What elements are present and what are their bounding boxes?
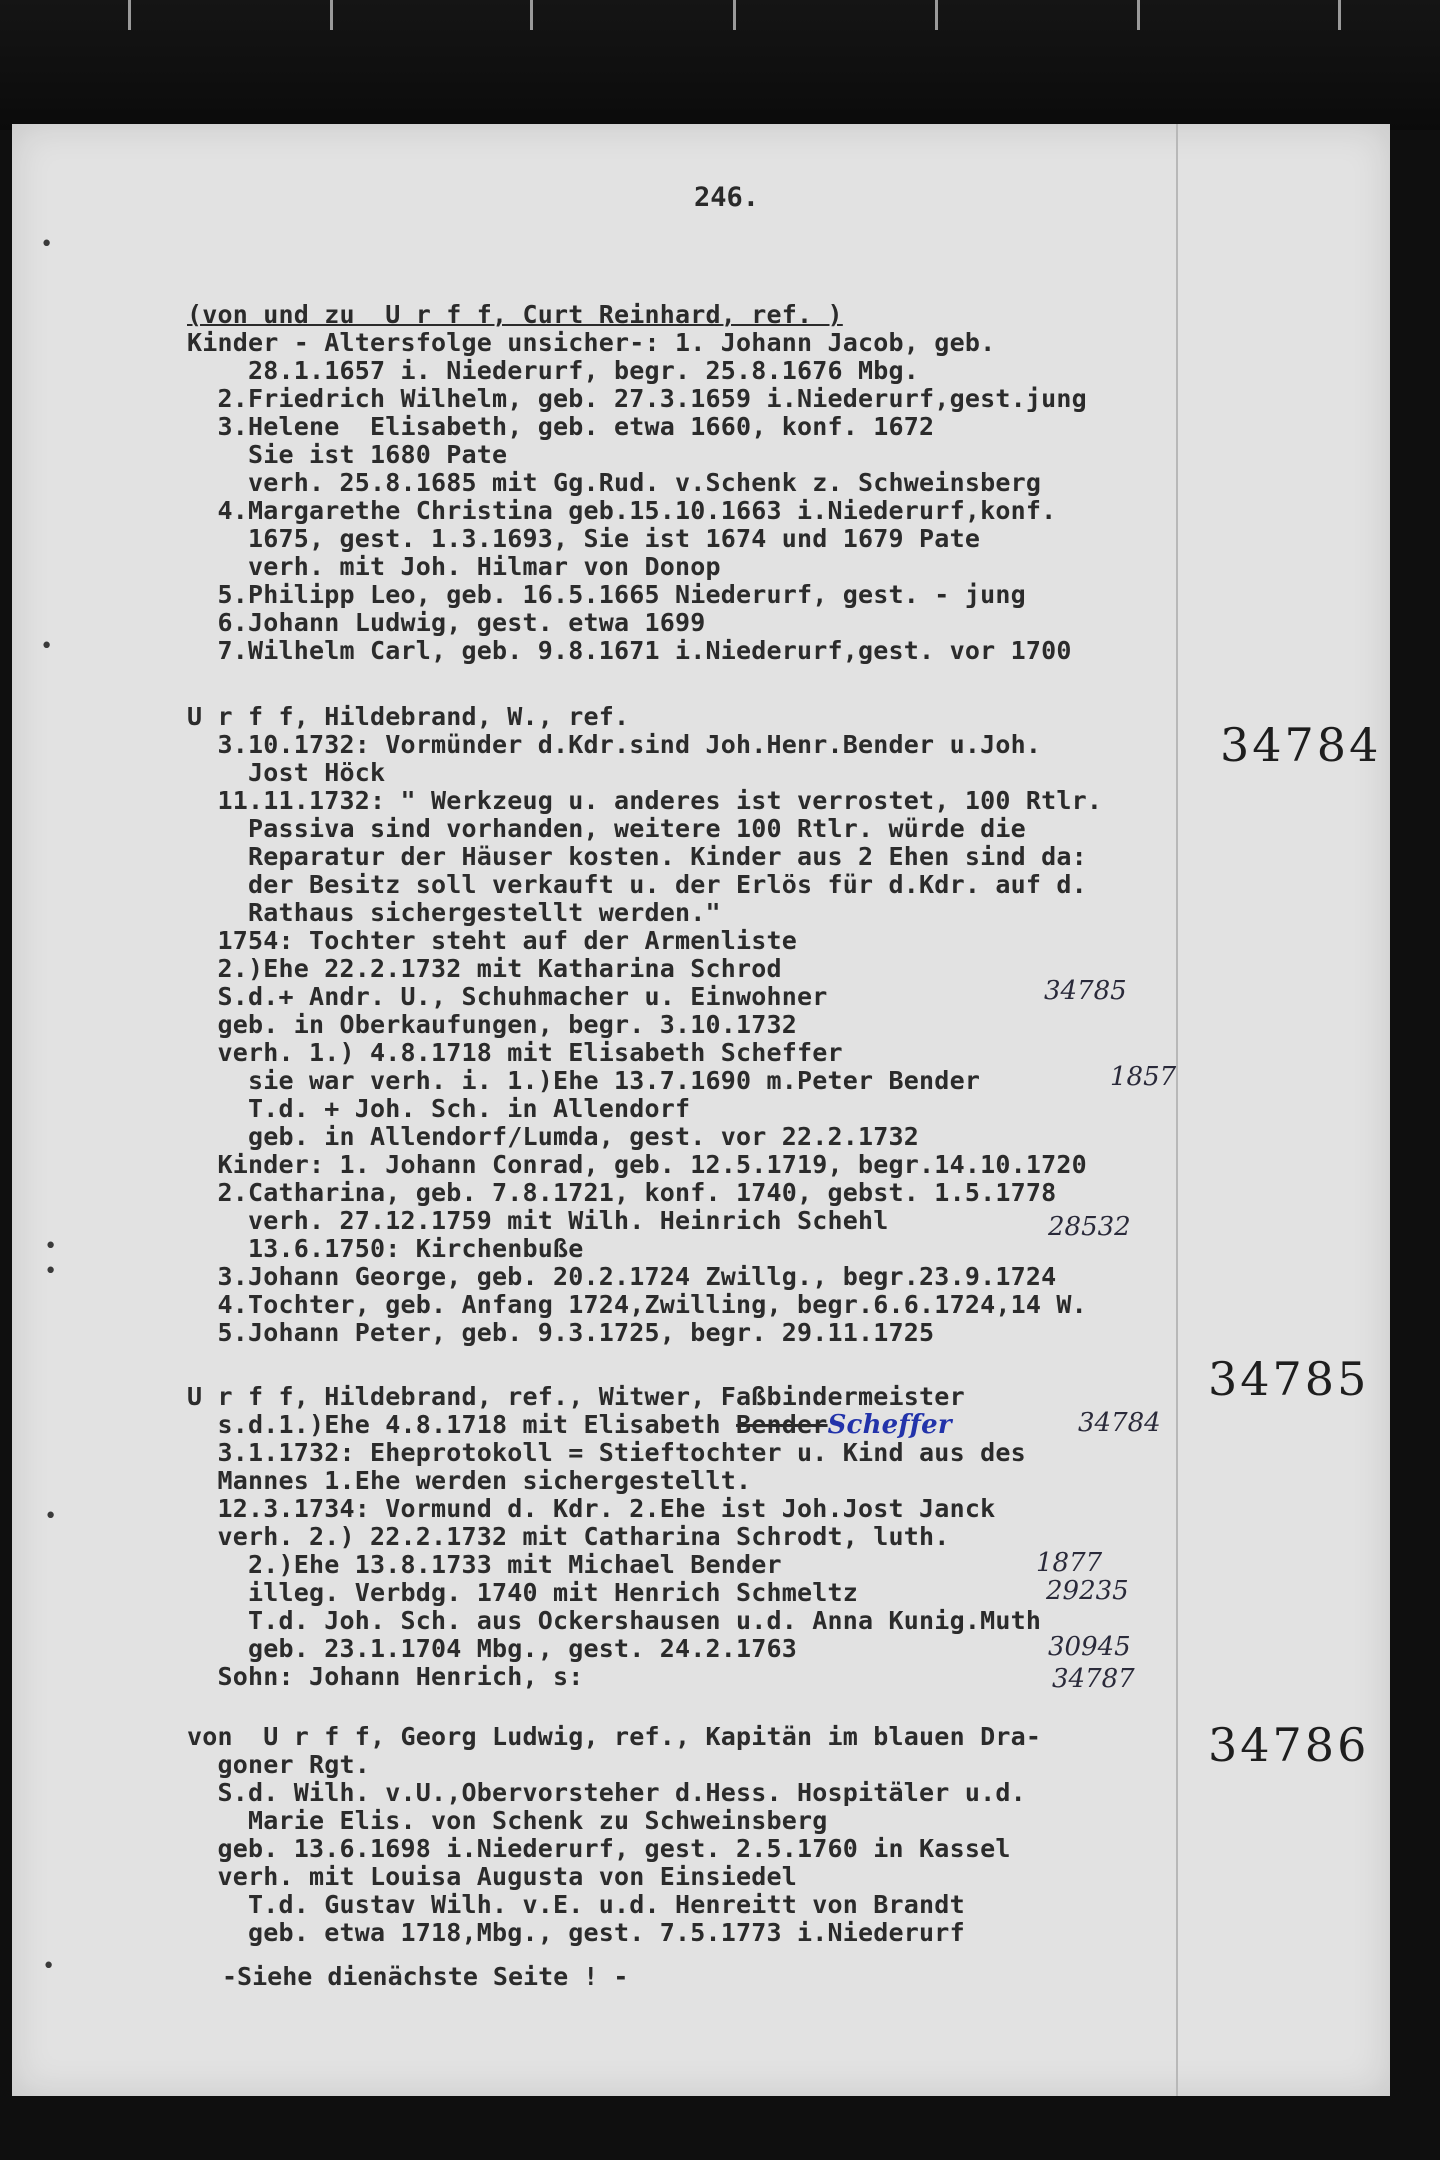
entry-line: geb. in Allendorf/Lumda, gest. vor 22.2.1732 bbox=[187, 1122, 920, 1151]
entry-line: 3.1.1732: Eheprotokoll = Stieftochter u. Kind aus des bbox=[187, 1438, 1026, 1467]
entry-line: illeg. Verbdg. 1740 mit Henrich Schmeltz bbox=[187, 1578, 859, 1607]
entry-line: 3.Helene Elisabeth, geb. etwa 1660, konf. 1672 bbox=[187, 412, 935, 441]
handwritten-correction: Scheffer bbox=[827, 1410, 952, 1440]
entry-line: Rathaus sichergestellt werden." bbox=[187, 898, 721, 927]
entry-line: S.d.+ Andr. U., Schuhmacher u. Einwohner bbox=[187, 982, 828, 1011]
entry-line: verh. 25.8.1685 mit Gg.Rud. v.Schenk z. Schweinsberg bbox=[187, 468, 1042, 497]
entry-line: Sohn: Johann Henrich, s: bbox=[187, 1662, 584, 1691]
entry-line: Reparatur der Häuser kosten. Kinder aus 2 Ehen sind da: bbox=[187, 842, 1087, 871]
entry-line: T.d. Gustav Wilh. v.E. u.d. Henreitt von Brandt bbox=[187, 1890, 965, 1919]
handwritten-number: 1877 bbox=[1036, 1548, 1103, 1578]
reference-number: 34786 bbox=[1208, 1718, 1370, 1772]
entry-line: Kinder - Altersfolge unsicher-: 1. Johann Jacob, geb. bbox=[187, 328, 996, 357]
entry-line: 11.11.1732: " Werkzeug u. anderes ist verrostet, 100 Rtlr. bbox=[187, 786, 1103, 815]
entry-line: 5.Philipp Leo, geb. 16.5.1665 Niederurf, gest. - jung bbox=[187, 580, 1026, 609]
entry-line: Passiva sind vorhanden, weitere 100 Rtlr. würde die bbox=[187, 814, 1026, 843]
entry-line: der Besitz soll verkauft u. der Erlös für d.Kdr. auf d. bbox=[187, 870, 1087, 899]
entry-line: 3.10.1732: Vormünder d.Kdr.sind Joh.Henr.Bender u.Joh. bbox=[187, 730, 1042, 759]
punch-mark: • bbox=[40, 232, 54, 257]
scanner-background bbox=[0, 0, 1440, 130]
entry-line-text: s.d.1.)Ehe 4.8.1718 mit Elisabeth bbox=[187, 1410, 737, 1439]
handwritten-number: 34784 bbox=[1078, 1408, 1161, 1438]
entry-line: geb. in Oberkaufungen, begr. 3.10.1732 bbox=[187, 1010, 798, 1039]
entry-line: T.d. + Joh. Sch. in Allendorf bbox=[187, 1094, 691, 1123]
entry-heading: von U r f f, Georg Ludwig, ref., Kapitän im blauen Dra- bbox=[187, 1722, 1042, 1751]
entry-line: 12.3.1734: Vormund d. Kdr. 2.Ehe ist Joh.Jost Janck bbox=[187, 1494, 996, 1523]
entry-line: 2.)Ehe 13.8.1733 mit Michael Bender bbox=[187, 1550, 782, 1579]
entry-line: 7.Wilhelm Carl, geb. 9.8.1671 i.Niederurf,gest. vor 1700 bbox=[187, 636, 1072, 665]
ruler-tick bbox=[530, 0, 533, 30]
entry-line: 4.Tochter, geb. Anfang 1724,Zwilling, begr.6.6.1724,14 W. bbox=[187, 1290, 1087, 1319]
entry-line: Jost Höck bbox=[187, 758, 386, 787]
entry-line: verh. mit Louisa Augusta von Einsiedel bbox=[187, 1862, 798, 1891]
entry-heading: (von und zu U r f f, Curt Reinhard, ref. ) bbox=[187, 300, 843, 329]
entry-line: geb. etwa 1718,Mbg., gest. 7.5.1773 i.Niederurf bbox=[187, 1918, 965, 1947]
punch-mark: • bbox=[44, 1234, 58, 1259]
punch-mark: • bbox=[42, 1954, 56, 1979]
handwritten-number: 28532 bbox=[1048, 1212, 1131, 1242]
entry-line: verh. mit Joh. Hilmar von Donop bbox=[187, 552, 721, 581]
entry-heading: U r f f, Hildebrand, W., ref. bbox=[187, 702, 630, 731]
page-number: 246. bbox=[694, 182, 760, 213]
entry-line: 1754: Tochter steht auf der Armenliste bbox=[187, 926, 798, 955]
entry-line: S.d. Wilh. v.U.,Obervorsteher d.Hess. Hospitäler u.d. bbox=[187, 1778, 1026, 1807]
entry-line: T.d. Joh. Sch. aus Ockershausen u.d. Anna Kunig.Muth bbox=[187, 1606, 1042, 1635]
entry-heading: U r f f, Hildebrand, ref., Witwer, Faßbindermeister bbox=[187, 1382, 965, 1411]
ruler-tick bbox=[935, 0, 938, 30]
entry-line: 13.6.1750: Kirchenbuße bbox=[187, 1234, 584, 1263]
handwritten-number: 29235 bbox=[1046, 1576, 1129, 1606]
entry-line bbox=[187, 1410, 952, 1440]
handwritten-number: 34787 bbox=[1052, 1664, 1135, 1694]
entry-line: 6.Johann Ludwig, gest. etwa 1699 bbox=[187, 608, 706, 637]
entry-line: verh. 27.12.1759 mit Wilh. Heinrich Schehl bbox=[187, 1206, 889, 1235]
ruler-tick bbox=[128, 0, 131, 30]
entry-line: geb. 23.1.1704 Mbg., gest. 24.2.1763 bbox=[187, 1634, 798, 1663]
entry-line: 1675, gest. 1.3.1693, Sie ist 1674 und 1679 Pate bbox=[187, 524, 981, 553]
punch-mark: • bbox=[44, 1259, 58, 1284]
entry-line: verh. 1.) 4.8.1718 mit Elisabeth Scheffer bbox=[187, 1038, 843, 1067]
entry-line: 5.Johann Peter, geb. 9.3.1725, begr. 29.11.1725 bbox=[187, 1318, 935, 1347]
struck-word: Bender bbox=[736, 1410, 828, 1439]
entry-line: geb. 13.6.1698 i.Niederurf, gest. 2.5.1760 in Kassel bbox=[187, 1834, 1011, 1863]
punch-mark: • bbox=[44, 1504, 58, 1529]
handwritten-number: 30945 bbox=[1048, 1632, 1131, 1662]
entry-line: sie war verh. i. 1.)Ehe 13.7.1690 m.Peter Bender bbox=[187, 1066, 981, 1095]
entry-line: 2.)Ehe 22.2.1732 mit Katharina Schrod bbox=[187, 954, 782, 983]
entry-line: Kinder: 1. Johann Conrad, geb. 12.5.1719, begr.14.10.1720 bbox=[187, 1150, 1087, 1179]
entry-line: Sie ist 1680 Pate bbox=[187, 440, 508, 469]
punch-mark: • bbox=[40, 634, 54, 659]
reference-number: 34784 bbox=[1220, 718, 1382, 772]
entry-line: Mannes 1.Ehe werden sichergestellt. bbox=[187, 1466, 752, 1495]
entry-line: 4.Margarethe Christina geb.15.10.1663 i.Niederurf,konf. bbox=[187, 496, 1057, 525]
ruler-tick bbox=[330, 0, 333, 30]
continuation-note: -Siehe dienächste Seite ! - bbox=[222, 1962, 629, 1991]
reference-number: 34785 bbox=[1208, 1352, 1370, 1406]
ruler-tick bbox=[733, 0, 736, 30]
handwritten-number: 34785 bbox=[1044, 976, 1127, 1006]
entry-line: 28.1.1657 i. Niederurf, begr. 25.8.1676 Mbg. bbox=[187, 356, 920, 385]
margin-line bbox=[1176, 124, 1178, 2096]
entry-line: Marie Elis. von Schenk zu Schweinsberg bbox=[187, 1806, 828, 1835]
entry-line: 2.Catharina, geb. 7.8.1721, konf. 1740, gebst. 1.5.1778 bbox=[187, 1178, 1057, 1207]
entry-line: goner Rgt. bbox=[187, 1750, 371, 1779]
entry-line: 3.Johann George, geb. 20.2.1724 Zwillg., begr.23.9.1724 bbox=[187, 1262, 1057, 1291]
document-page bbox=[12, 124, 1390, 2096]
ruler-tick bbox=[1137, 0, 1140, 30]
entry-line: verh. 2.) 22.2.1732 mit Catharina Schrodt, luth. bbox=[187, 1522, 950, 1551]
ruler-tick bbox=[1338, 0, 1341, 30]
handwritten-number: 1857 bbox=[1110, 1062, 1177, 1092]
entry-line: 2.Friedrich Wilhelm, geb. 27.3.1659 i.Niederurf,gest.jung bbox=[187, 384, 1087, 413]
